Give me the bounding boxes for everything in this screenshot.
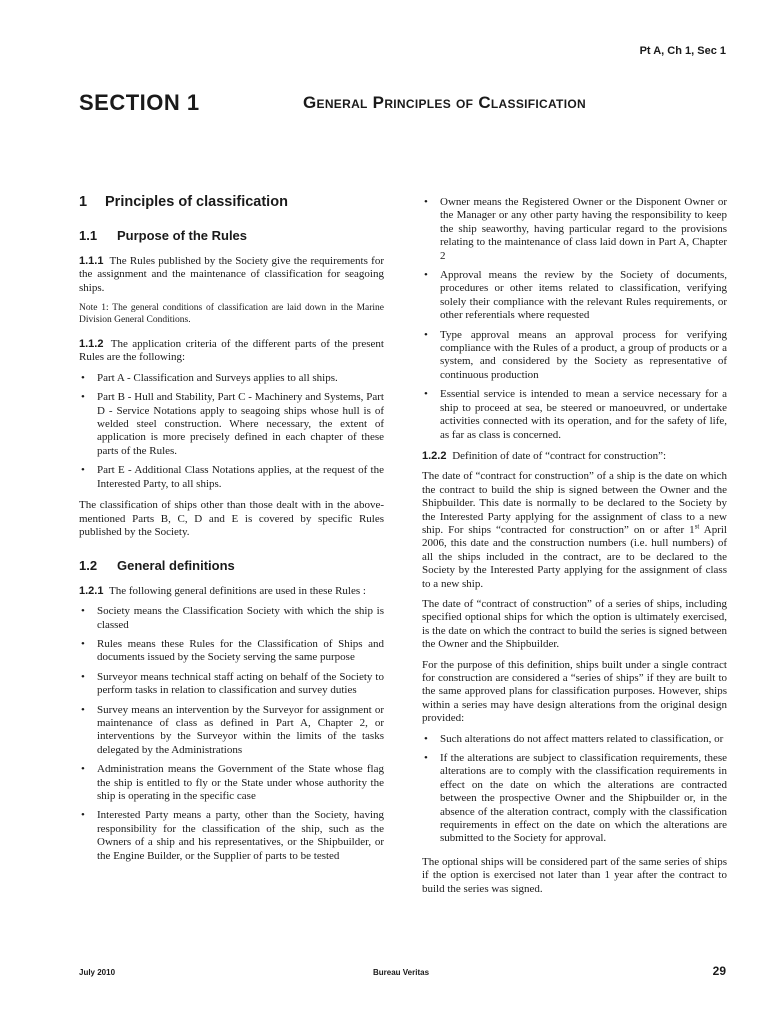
heading-1-number: 1: [79, 194, 88, 210]
heading-1: [79, 196, 384, 209]
superscript-st: st: [694, 522, 700, 531]
list-item: • Survey means an intervention by the Surveyor for assignment or maintenance of class as defined in Part A, Chapter 2, or interventions by the Surveyor within the limits of the tasks delegated by the Administrations: [79, 704, 384, 758]
paragraph-other-ships: The classification of ships other than those dealt with in the above-mentioned Parts B, C, D and E is covered by specific Rules published by the Society.: [79, 499, 384, 538]
paragraph-1-2-1-number: 1.2.1: [79, 584, 104, 597]
page-reference: Pt A, Ch 1, Sec 1: [639, 45, 726, 57]
paragraph-1-1-1-text: The Rules published by the Society give the requirements for the assignment and the maintenance of classification for seagoing ships.: [79, 254, 384, 294]
paragraph-1-2-2-number: 1.2.2: [422, 449, 447, 462]
paragraph-1-1-2: [79, 338, 384, 365]
paragraph-1-1-2-number: 1.1.2: [79, 338, 104, 351]
list-1-1-2: [79, 372, 384, 491]
heading-1-1: [79, 229, 384, 242]
note-1: Note 1: The general conditions of classification are laid down in the Marine Division General Conditions.: [79, 303, 384, 326]
paragraph-contract-date-part2: April 2006, this date and the construction numbers (i.e. hull numbers) of all the ships included in the contract, are to be declared to the Society by the Interested Party applying for the assignment of class to a new ship.: [422, 523, 727, 590]
heading-1-1-text: Purpose of the Rules: [117, 228, 248, 244]
list-item: • Rules means these Rules for the Classification of Ships and documents issued by the Society serving the same purpose: [79, 638, 384, 665]
list-1-2-1: [79, 605, 384, 863]
right-column: [422, 196, 727, 903]
page-number: 29: [712, 964, 726, 978]
heading-1-2: [79, 559, 384, 572]
paragraph-contract-date-part1: The date of “contract for construction” of a ship is the date on which the contract to build the ship is signed between the Owner and the Shipbuilder. This date is normally to be declared to the Society by the Interested Party applying for the assignment of class to a new ship. For ships “contracted for construction” on or after 1: [422, 470, 727, 536]
list-item: • Interested Party means a party, other than the Society, having responsibility for the classification of the ship, such as the Owners of a ship and his representatives, or the Shipbuilder, or the Engine Builder, or the Supplier of parts to be tested: [79, 809, 384, 863]
list-item: • Approval means the review by the Society of documents, procedures or other items related to classification, verifying solely their compliance with the relevant Rules requirements, or other referentials where requested: [422, 269, 727, 323]
list-item: • Surveyor means technical staff acting on behalf of the Society to perform tasks in relation to classification and survey duties: [79, 671, 384, 698]
paragraph-1-1-2-text: The application criteria of the different parts of the present Rules are the following:: [79, 338, 384, 364]
paragraph-series-definition: For the purpose of this definition, ships built under a single contract for construction are considered a “series of ships” if they are built to the same approved plans for classification purposes. However, ships within a series may have design alterations from the original design provided:: [422, 658, 727, 725]
section-title: General Principles of Classification: [303, 93, 586, 112]
heading-1-1-number: 1.1: [79, 228, 98, 244]
section-number: SECTION 1: [79, 90, 200, 115]
paragraph-optional-ships: The optional ships will be considered part of the same series of ships if the option is exercised not later than 1 year after the contract to build the series was signed.: [422, 855, 727, 895]
list-alterations: [422, 733, 727, 846]
list-item: • Society means the Classification Society with which the ship is classed: [79, 605, 384, 632]
list-item: • Administration means the Government of the State whose flag the ship is entitled to fly or the State under whose authority the ship is operating in the specific case: [79, 763, 384, 803]
paragraph-1-1-1-number: 1.1.1: [79, 254, 104, 267]
paragraph-contract-date: [422, 470, 727, 591]
paragraph-series-contract: The date of “contract of construction” of a series of ships, including specified optional ships for which the option is ultimately exercised, is the date on which the contract to build the series is signed between the Owner and the Shipbuilder.: [422, 597, 727, 651]
list-item: • Part A - Classification and Surveys applies to all ships.: [79, 372, 384, 385]
list-item: • Owner means the Registered Owner or the Disponent Owner or the Manager or any other party having the responsibility to keep the ship seaworthy, having particular regard to the provisions relating to the maintenance of class laid down in Part A, Chapter 2: [422, 196, 727, 263]
heading-1-text: Principles of classification: [105, 194, 288, 210]
list-definitions-continued: [422, 196, 727, 442]
footer-date: July 2010: [79, 968, 116, 977]
list-item: • Essential service is intended to mean a service necessary for a ship to proceed at sea, be steered or manoeuvred, or undertake activities connected with its operation, and for the safety of life, as far as class is concerned.: [422, 388, 727, 442]
list-item: • Such alterations do not affect matters related to classification, or: [422, 733, 727, 746]
paragraph-1-2-1: [79, 585, 384, 598]
list-item: • Type approval means an approval process for verifying compliance with the Rules of a product, a group of products or a system, and considered by the Society as representative of continuous production: [422, 329, 727, 383]
list-item: • Part B - Hull and Stability, Part C - Machinery and Systems, Part D - Service Notations apply to seagoing ships whose hull is of welded steel construction. Where necessary, the extent of application is more precisely defined in each chapter of these parts of the Rules.: [79, 391, 384, 458]
paragraph-1-2-2-heading: [422, 450, 727, 463]
paragraph-1-1-1: [79, 255, 384, 295]
heading-1-2-text: General definitions: [117, 558, 235, 574]
heading-1-2-number: 1.2: [79, 558, 98, 574]
paragraph-1-2-2-title: Definition of date of “contract for construction”:: [452, 449, 667, 462]
paragraph-1-2-1-text: The following general definitions are used in these Rules :: [109, 584, 366, 597]
left-column: [79, 196, 384, 871]
list-item: • Part E - Additional Class Notations applies, at the request of the Interested Party, to all ships.: [79, 464, 384, 491]
footer-publisher: Bureau Veritas: [373, 968, 430, 977]
list-item: • If the alterations are subject to classification requirements, these alterations are to comply with the classification requirements in effect on the date on which the alterations are contracted between the prospective Owner and the Shipbuilder or, in the absence of the alteration contract, comply with the classification requirements in effect on the date on which the alterations are submitted to the Society for approval.: [422, 752, 727, 846]
